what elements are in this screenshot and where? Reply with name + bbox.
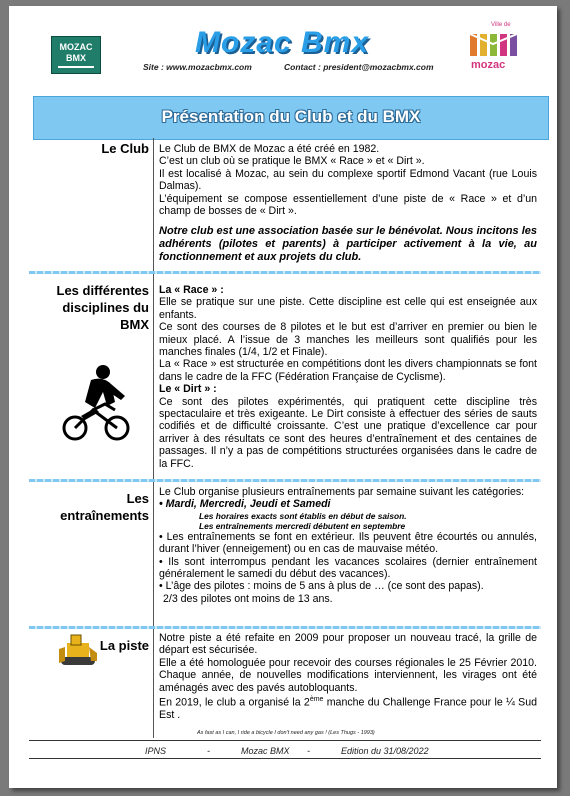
club-text [159, 143, 537, 263]
heading-line: BMX [120, 317, 149, 332]
heading-la-piste: La piste [99, 638, 149, 653]
logo-line-1: MOZAC [59, 42, 93, 52]
race-para: Ce sont des courses de 8 pilotes et le but est d’arriver en premier ou bien le mieux placé. A l’issue de 3 manches les meilleurs sont qualifiés pour les manches finales (1/4, 1/2 et Finale). [159, 321, 537, 359]
training-note: Les entraînements mercredi débutent en septembre [199, 520, 406, 531]
track-last-post: manche du Challenge France pour le ¼ Sud Est . [159, 696, 537, 721]
banner-title: Présentation du Club et du BMX [161, 107, 421, 126]
section-separator [29, 479, 541, 482]
training-text [159, 486, 537, 605]
heading-entrainements [29, 490, 149, 524]
logo-underline [58, 66, 94, 68]
dirt-para: Ce sont des pilotes expérimentés, qui pratiquent cette discipline très spectaculaire et très exigeante. Le Dirt consiste à effectuer des séries de sauts codifiés et de difficulté croissante. C’est une pratique d’excellence car pour arriver à des résultats ce sont des heures d’entraînement et des centaines de passages. Il n’y a pas de compétitions structurées organisées dans le cadre de la FFC. [159, 395, 537, 470]
quote: As fast as I can, I ride a bicycle I don't need any gas ! (Les Thugs - 1993) [197, 730, 375, 736]
logo-right-name: mozac [471, 59, 506, 71]
training-intro: Le Club organise plusieurs entraînements par semaine suivant les catégories: [159, 486, 525, 498]
section-separator [29, 626, 541, 629]
race-para: Elle se pratique sur une piste. Cette discipline est celle qui est enseignée aux enfants. [159, 296, 537, 321]
track-last-pre: En 2019, le club a organisé la 2 [159, 696, 310, 709]
heading-line: entraînements [60, 508, 149, 523]
training-bullet: • Les entraînements se font en extérieur. Ils peuvent être écourtés ou annulés, durant l’hiver (enneigement) ou en cas de mauvaise météo. [159, 530, 537, 556]
section-banner [33, 96, 549, 140]
document-page [9, 6, 557, 788]
training-bullet: 2/3 des pilotes ont moins de 13 ans. [163, 592, 333, 605]
training-note: Les horaires exacts sont établis en début de saison. [199, 510, 407, 521]
track-last-sup: ème [309, 696, 324, 704]
heading-disciplines [29, 282, 149, 333]
club-emphasis: Notre club est une association basée sur le bénévolat. Nous incitons les adhérents (pilotes et parents) à participer activement à la vie, au fonctionnement et aux projets du club. [159, 225, 537, 263]
logo-right-small: Ville de [491, 22, 511, 28]
footer-edition: Edition du 31/08/2022 [341, 746, 429, 756]
track-text [159, 632, 537, 721]
club-para: Le Club de BMX de Mozac a été créé en 1982. [159, 143, 380, 155]
training-bullet: • L’âge des pilotes : moins de 5 ans à plus de … (ce sont des papas). [159, 580, 484, 593]
column-divider [153, 138, 154, 738]
club-para: C’est un club où se pratique le BMX « Race » et « Dirt ». [159, 155, 425, 168]
dirt-title: Le « Dirt » : [159, 383, 217, 396]
club-para: L’équipement se compose essentiellement d’une piste de « Race » et d’un champ de bosses de « Dirt ». [159, 192, 537, 218]
footer-dash: - [307, 746, 310, 756]
site-link[interactable]: Site : www.mozacbmx.com [143, 62, 252, 72]
heading-le-club: Le Club [101, 141, 149, 156]
disciplines-text [159, 284, 537, 470]
mozac-bmx-logo [51, 36, 101, 74]
club-para: Il est localisé à Mozac, au sein du complexe sportif Edmond Vacant (rue Louis Dalmas). [159, 167, 537, 193]
footer-ipns: IPNS [145, 746, 167, 756]
heading-line: Les [126, 491, 149, 506]
logo-line-2: BMX [66, 53, 86, 63]
contact-link[interactable]: Contact : president@mozacbmx.com [284, 62, 434, 72]
race-title: La « Race » : [159, 284, 224, 296]
heading-line: disciplines du [62, 300, 149, 315]
training-bullet: • Ils sont interrompus pendant les vacances scolaires (dernier entraînement généralement le samedi du début des vacances). [159, 555, 537, 581]
training-days: • Mardi, Mercredi, Jeudi et Samedi [159, 498, 331, 511]
ville-de-mozac-logo [465, 22, 523, 74]
race-para: La « Race » est structurée en compétitions dont les divers championnats se font dans le cadre de la FFC (Fédération Française de Cyclisme). [159, 358, 537, 383]
heading-line: Les différentes [56, 283, 149, 298]
track-para: Elle a été homologuée pour recevoir des courses régionales le 25 Février 2010. Chaque année, de nouvelles modifications interviennent, les virages ont été aménagés avec des pavés autobloquants. [159, 656, 537, 694]
section-separator [29, 271, 541, 274]
mozac-m-icon [467, 30, 521, 58]
footer-dash: - [207, 746, 210, 756]
footer-org: Mozac BMX [241, 746, 290, 756]
page-title: Mozac Bmx [194, 26, 370, 59]
track-para: Notre piste a été refaite en 2009 pour proposer un nouveau tracé, la grille de départ est sécurisée. [159, 632, 537, 657]
track-last-para [159, 694, 537, 721]
footer-rule [29, 740, 541, 741]
bmx-rider-icon [55, 362, 137, 446]
footer-rule [29, 758, 541, 759]
